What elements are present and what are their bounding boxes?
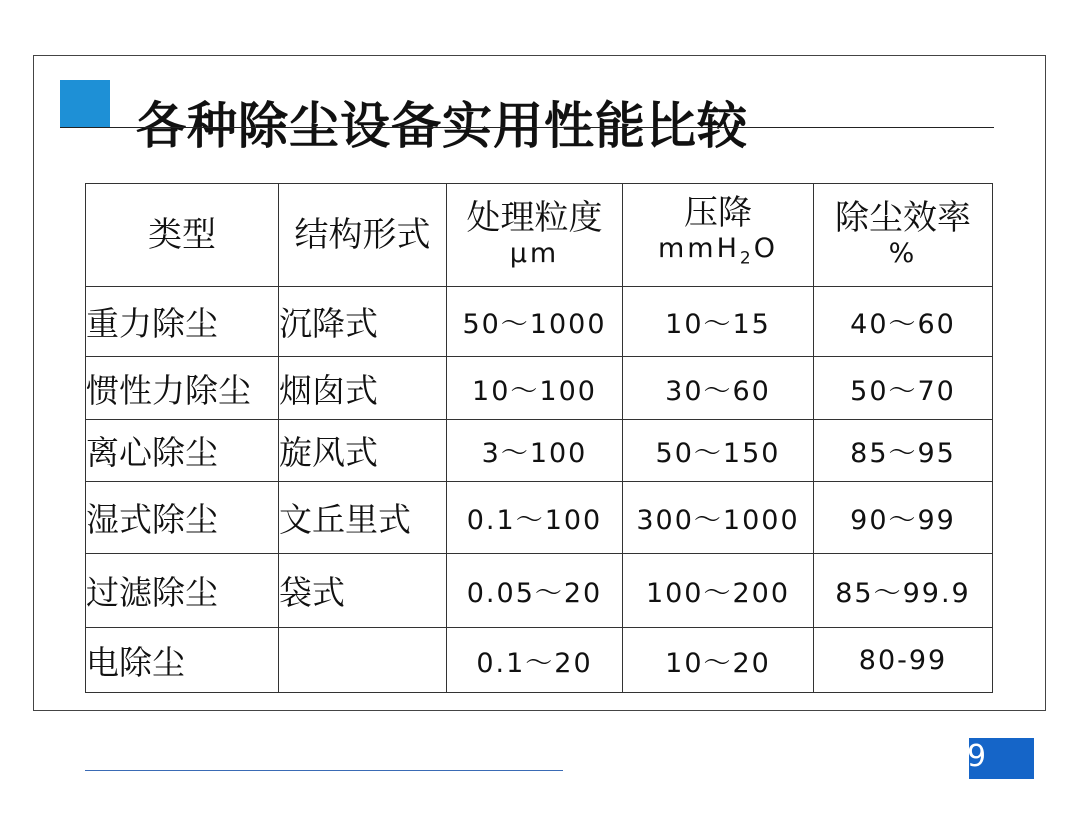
cell-type: 惯性力除尘	[86, 357, 279, 420]
header-particle-size-label: 处理粒度	[466, 198, 603, 238]
header-type-label: 类型	[148, 215, 216, 255]
cell-structure: 烟囱式	[279, 357, 447, 420]
cell-structure	[279, 628, 447, 693]
page-number: 9	[967, 739, 987, 774]
cell-type: 过滤除尘	[86, 554, 279, 628]
header-pressure-drop-unit	[623, 232, 813, 275]
table-row	[86, 628, 993, 693]
cell-pressure-drop: 30～60	[623, 357, 814, 420]
cell-pressure-drop: 100～200	[623, 554, 814, 628]
pressure-unit-suffix: O	[753, 233, 778, 265]
cell-pressure-drop: 10～20	[623, 628, 814, 693]
cell-particle-size: 0.1～20	[447, 628, 623, 693]
cell-efficiency: 85～95	[814, 420, 993, 482]
table-row	[86, 287, 993, 357]
cell-pressure-drop: 50～150	[623, 420, 814, 482]
pressure-unit-prefix: mmH	[658, 233, 740, 265]
title-underline	[60, 127, 994, 128]
table-row	[86, 357, 993, 420]
cell-particle-size: 10～100	[447, 357, 623, 420]
comparison-table	[85, 183, 993, 693]
table-row	[86, 420, 993, 482]
footer-line	[85, 770, 563, 771]
cell-structure: 沉降式	[279, 287, 447, 357]
cell-particle-size: 0.05～20	[447, 554, 623, 628]
header-type	[86, 184, 279, 287]
cell-pressure-drop: 10～15	[623, 287, 814, 357]
table-row	[86, 482, 993, 554]
header-structure-label: 结构形式	[294, 215, 431, 255]
cell-particle-size: 3～100	[447, 420, 623, 482]
cell-type: 重力除尘	[86, 287, 279, 357]
cell-type: 离心除尘	[86, 420, 279, 482]
title-accent-square	[60, 80, 110, 127]
header-efficiency	[814, 184, 993, 287]
cell-efficiency: 90～99	[814, 482, 993, 554]
cell-efficiency: 40～60	[814, 287, 993, 357]
cell-efficiency: 50～70	[814, 357, 993, 420]
cell-structure: 文丘里式	[279, 482, 447, 554]
cell-particle-size: 0.1～100	[447, 482, 623, 554]
header-efficiency-unit: %	[888, 238, 918, 269]
table-row	[86, 554, 993, 628]
header-particle-size-unit: μm	[509, 238, 560, 269]
header-pressure-drop	[623, 184, 814, 287]
cell-efficiency: 80-99	[814, 628, 993, 693]
header-efficiency-label: 除尘效率	[835, 198, 971, 238]
table-header-row	[86, 184, 993, 287]
page-number-badge	[969, 738, 1034, 779]
slide-title: 各种除尘设备实用性能比较	[136, 97, 748, 155]
cell-structure: 袋式	[279, 554, 447, 628]
cell-structure: 旋风式	[279, 420, 447, 482]
cell-pressure-drop: 300～1000	[623, 482, 814, 554]
cell-type: 湿式除尘	[86, 482, 279, 554]
header-pressure-drop-label: 压降	[684, 193, 752, 234]
cell-particle-size: 50～1000	[447, 287, 623, 357]
header-structure	[279, 184, 447, 287]
cell-efficiency: 85～99.9	[814, 554, 993, 628]
pressure-unit-subscript: 2	[739, 248, 754, 269]
header-particle-size	[447, 184, 623, 287]
cell-type: 电除尘	[86, 628, 279, 693]
